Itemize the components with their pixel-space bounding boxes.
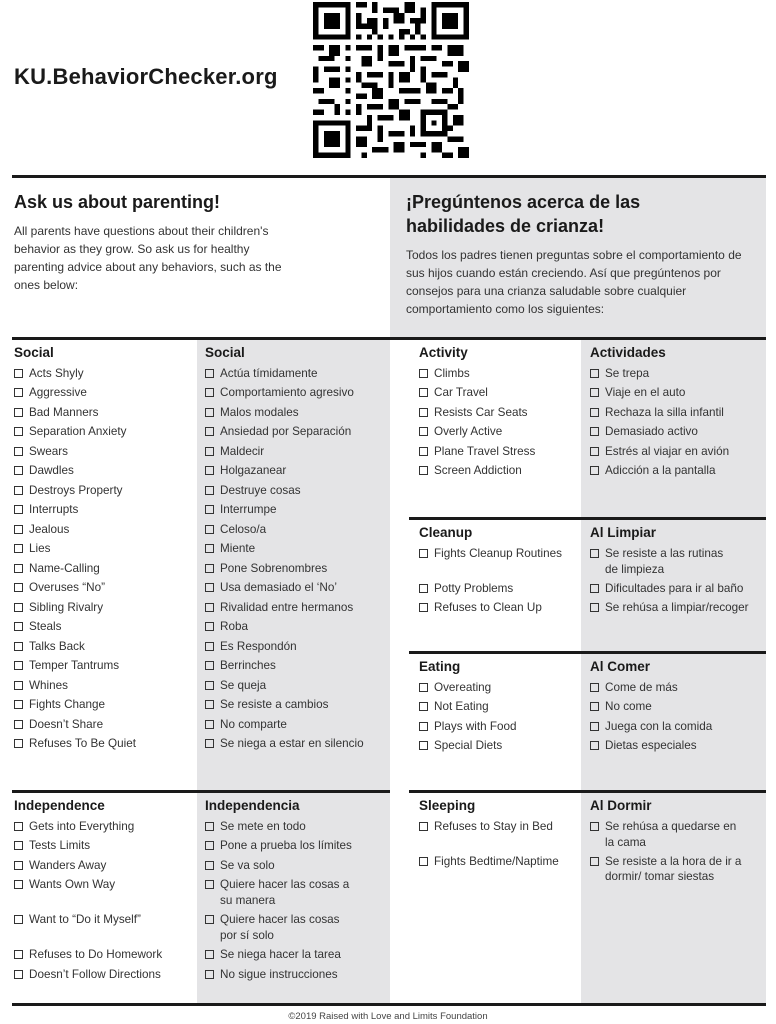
list-item: Ansiedad por Separación [205, 424, 385, 440]
list-item: Roba [205, 619, 385, 635]
list-item: No sigue instrucciones [205, 967, 385, 983]
list-item: Quiere hacer las cosas por sí solo [205, 912, 350, 943]
list-item: Acts Shyly [14, 366, 194, 382]
list-item: Se rehúsa a quedarse en la cama [590, 819, 743, 850]
section-sleeping-es [590, 797, 760, 889]
section-title: Cleanup [419, 525, 473, 540]
list-item: Fights Change [14, 697, 194, 713]
intro-body-en: All parents have questions about their children's behavior as they grow. So ask us for healthy parenting advice about any behaviors, such as the ones below: [14, 224, 282, 292]
list-item: Celoso/a [205, 522, 385, 538]
list-item: No come [590, 699, 760, 715]
list-item: Name-Calling [14, 561, 194, 577]
list-item: Dificultades para ir al baño [590, 581, 760, 597]
list-item: Refuses to Clean Up [419, 600, 579, 616]
list-item: Sibling Rivalry [14, 600, 194, 616]
list-item: Temper Tantrums [14, 658, 194, 674]
list-item: Lies [14, 541, 194, 557]
list-item: Estrés al viajar en avión [590, 444, 760, 460]
list-item: Se niega a estar en silencio [205, 736, 385, 752]
list-item: Interrumpe [205, 502, 385, 518]
list-item: Plays with Food [419, 719, 579, 735]
section-title: Activity [419, 345, 468, 360]
list-item: Berrinches [205, 658, 385, 674]
section-title: Al Limpiar [590, 525, 657, 540]
list-item: Special Diets [419, 738, 579, 754]
section-independence-en [14, 797, 194, 986]
list-item: Overeating [419, 680, 579, 696]
section-activity-es [590, 344, 760, 483]
section-eating-en [419, 658, 579, 758]
list-item: Bad Manners [14, 405, 194, 421]
list-item: Se va solo [205, 858, 385, 874]
list-item: Se rehúsa a limpiar/recoger [590, 600, 760, 616]
list-item: Malos modales [205, 405, 385, 421]
intro-title-es: ¡Pregúntenos acerca de las habilidades de crianza! [406, 192, 641, 236]
divider [12, 175, 766, 178]
intro-title-en: Ask us about parenting! [14, 192, 221, 212]
section-title: Sleeping [419, 798, 476, 813]
list-item: Come de más [590, 680, 760, 696]
list-item: Quiere hacer las cosas a su manera [205, 877, 350, 908]
list-item: Actúa tímidamente [205, 366, 385, 382]
list-item: Interrupts [14, 502, 194, 518]
list-item: Es Respondón [205, 639, 385, 655]
list-item: Se trepa [590, 366, 760, 382]
list-item: Se niega hacer la tarea [205, 947, 385, 963]
list-item: Swears [14, 444, 194, 460]
section-activity-en [419, 344, 579, 483]
list-item: Usa demasiado el ‘No’ [205, 580, 385, 596]
list-item: Se queja [205, 678, 385, 694]
section-social-es [205, 344, 385, 756]
section-cleanup-es [590, 524, 760, 620]
divider [409, 517, 766, 520]
intro-body-es: Todos los padres tienen preguntas sobre el comportamiento de sus hijos cuando están creciendo. Así que pregúntenos por consejos para una crianza saludable sobre cualquier comportamiento como los siguientes: [406, 248, 742, 316]
list-item: Wants Own Way [14, 877, 194, 893]
list-item: Plane Travel Stress [419, 444, 579, 460]
copyright-footer: ©2019 Raised with Love and Limits Foundation [288, 1011, 488, 1022]
list-item: Viaje en el auto [590, 385, 760, 401]
list-item: Steals [14, 619, 194, 635]
list-item: Miente [205, 541, 385, 557]
section-eating-es [590, 658, 760, 758]
list-item: Potty Problems [419, 581, 579, 597]
list-item: Fights Bedtime/Naptime [419, 854, 579, 870]
list-item: Maldecir [205, 444, 385, 460]
list-item: Tests Limits [14, 838, 194, 854]
divider [12, 1003, 766, 1006]
list-item: Holgazanear [205, 463, 385, 479]
list-item: No comparte [205, 717, 385, 733]
list-item: Doesn’t Follow Directions [14, 967, 194, 983]
list-item: Separation Anxiety [14, 424, 194, 440]
list-item: Demasiado activo [590, 424, 760, 440]
list-item: Not Eating [419, 699, 579, 715]
section-title: Independencia [205, 798, 300, 813]
list-item: Aggressive [14, 385, 194, 401]
section-title: Social [14, 345, 54, 360]
list-item: Refuses to Stay in Bed [419, 819, 579, 835]
section-cleanup-en [419, 524, 579, 620]
section-title: Al Dormir [590, 798, 652, 813]
list-item: Want to “Do it Myself” [14, 912, 194, 928]
divider [409, 790, 766, 793]
list-item: Comportamiento agresivo [205, 385, 385, 401]
list-item: Pone a prueba los límites [205, 838, 385, 854]
section-title: Al Comer [590, 659, 651, 674]
list-item: Whines [14, 678, 194, 694]
list-item: Wanders Away [14, 858, 194, 874]
list-item: Se resiste a la hora de ir a dormir/ tomar siestas [590, 854, 743, 885]
list-item: Destroys Property [14, 483, 194, 499]
divider [12, 790, 390, 793]
list-item: Talks Back [14, 639, 194, 655]
list-item: Refuses to Do Homework [14, 947, 194, 963]
list-item: Climbs [419, 366, 579, 382]
section-sleeping-en [419, 797, 579, 873]
list-item: Overuses “No” [14, 580, 194, 596]
list-item: Resists Car Seats [419, 405, 579, 421]
site-url[interactable]: KU.BehaviorChecker.org [14, 64, 278, 89]
list-item: Refuses To Be Quiet [14, 736, 194, 752]
section-title: Social [205, 345, 245, 360]
list-item: Jealous [14, 522, 194, 538]
list-item: Pone Sobrenombres [205, 561, 385, 577]
section-title: Independence [14, 798, 105, 813]
list-item: Screen Addiction [419, 463, 579, 479]
list-item: Dietas especiales [590, 738, 760, 754]
list-item: Adicción a la pantalla [590, 463, 760, 479]
section-title: Actividades [590, 345, 666, 360]
section-independence-es [205, 797, 385, 986]
list-item: Doesn’t Share [14, 717, 194, 733]
list-item: Fights Cleanup Routines [419, 546, 579, 562]
divider [409, 651, 766, 654]
list-item: Juega con la comida [590, 719, 760, 735]
list-item: Se resiste a las rutinas de limpieza [590, 546, 737, 577]
list-item: Rechaza la silla infantil [590, 405, 760, 421]
list-item: Dawdles [14, 463, 194, 479]
list-item: Overly Active [419, 424, 579, 440]
section-social-en [14, 344, 194, 756]
list-item: Se resiste a cambios [205, 697, 385, 713]
list-item: Gets into Everything [14, 819, 194, 835]
list-item: Car Travel [419, 385, 579, 401]
qr-code-icon [313, 2, 469, 158]
section-title: Eating [419, 659, 461, 674]
list-item: Se mete en todo [205, 819, 385, 835]
divider [12, 337, 766, 340]
list-item: Rivalidad entre hermanos [205, 600, 385, 616]
list-item: Destruye cosas [205, 483, 385, 499]
